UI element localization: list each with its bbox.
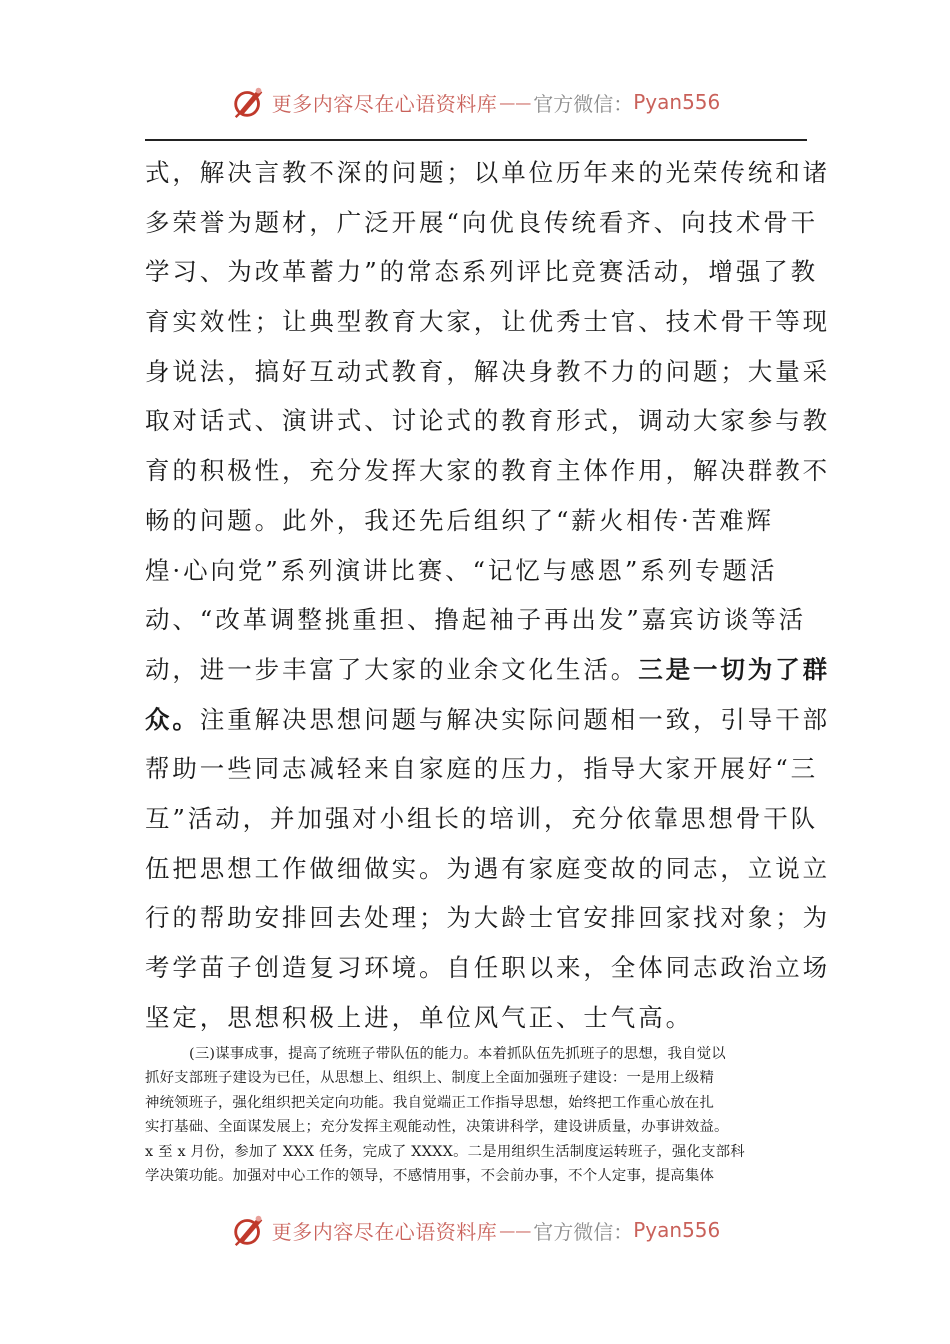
- banner-dash: ——: [499, 92, 532, 112]
- main-body-text: [145, 148, 831, 1042]
- body-line: 行的帮助安排回去处理；为大龄士官安排回家找对象；为: [145, 903, 830, 933]
- banner-subtitle: 官方微信：: [533, 91, 634, 116]
- body-line: 育的积极性，充分发挥大家的教育主体作用，解决群教不: [145, 456, 830, 486]
- header-banner: [0, 80, 950, 124]
- banner-wechat-id: Pyan556: [633, 1218, 721, 1242]
- body-line: 伍把思想工作做细做实。为遇有家庭变故的同志，立说立: [145, 853, 830, 883]
- body-line-plain-part: 注重解决思想问题与解决实际问题相一致，引导干部: [199, 704, 831, 734]
- body-line: 帮助一些同志减轻来自家庭的压力，指导大家开展好“三: [145, 754, 819, 784]
- quill-logo-icon: [230, 1211, 268, 1249]
- quill-logo-icon: [230, 83, 268, 121]
- header-divider: [145, 139, 807, 141]
- footer-banner: [0, 1208, 950, 1252]
- banner-dash: ——: [499, 1220, 532, 1240]
- body-line: 畅的问题。此外，我还先后组织了“薪火相传·苦难辉: [145, 505, 774, 535]
- small-line: 神统领班子，强化组织把关定向功能。我自觉端正工作指导思想，始终把工作重心放在扎: [145, 1094, 715, 1111]
- body-line: 动、“改革调整挑重担、撸起袖子再出发”嘉宾访谈等活: [145, 605, 807, 635]
- body-line: 式，解决言教不深的问题；以单位历年来的光荣传统和诸: [145, 158, 830, 187]
- small-line: 实打基础、全面谋发展上；充分发挥主观能动性，决策讲科学，建设讲质量，办事讲效益。: [145, 1119, 729, 1136]
- body-line: 育实效性；让典型教育大家，让优秀士官、技术骨干等现: [145, 307, 830, 337]
- body-line: 煌·心向党”系列演讲比赛、“记忆与感恩”系列专题活: [145, 555, 778, 585]
- body-line-plain-part: 动，进一步丰富了大家的业余文化生活。: [145, 654, 639, 684]
- banner-title: 更多内容尽在心语资料库: [271, 91, 498, 116]
- small-line: 学决策功能。加强对中心工作的领导，不感情用事，不会前办事，不个人定事，提高集体: [145, 1167, 715, 1184]
- body-line: 考学苗子创造复习环境。自任职以来，全体同志政治立场: [145, 953, 830, 982]
- banner-subtitle: 官方微信：: [533, 1219, 634, 1244]
- body-line-mixed: [145, 645, 831, 695]
- bold-heading-part: 众。: [145, 704, 200, 734]
- banner-title: 更多内容尽在心语资料库: [271, 1219, 498, 1244]
- body-line: 取对话式、演讲式、讨论式的教育形式，调动大家参与教: [145, 406, 830, 436]
- small-line: (三)谋事成事，提高了统班子带队伍的能力。本着抓队伍先抓班子的思想，我自觉以: [189, 1046, 726, 1062]
- small-paragraph: [145, 1042, 809, 1188]
- body-line: 多荣誉为题材，广泛开展“向优良传统看齐、向技术骨干: [145, 207, 819, 237]
- body-line: 互”活动，并加强对小组长的培训，充分依靠思想骨干队: [145, 803, 819, 833]
- body-line-mixed: [145, 695, 831, 745]
- small-line: 抓好支部班子建设为已任，从思想上、组织上、制度上全面加强班子建设：一是用上级精: [145, 1070, 715, 1087]
- bold-heading-part: 三是一切为了群: [638, 654, 831, 684]
- body-line: 学习、为改革蓄力”的常态系列评比竞赛活动，增强了教: [145, 257, 819, 287]
- banner-wechat-id: Pyan556: [633, 90, 721, 114]
- small-line: x 至 x 月份，参加了 XXX 任务，完成了 XXXX。二是用组织生活制度运转班子，强化支部科: [145, 1143, 745, 1160]
- body-line: 身说法，搞好互动式教育，解决身教不力的问题；大量采: [145, 356, 830, 386]
- body-line: 坚定，思想积极上进，单位风气正、士气高。: [145, 1002, 693, 1032]
